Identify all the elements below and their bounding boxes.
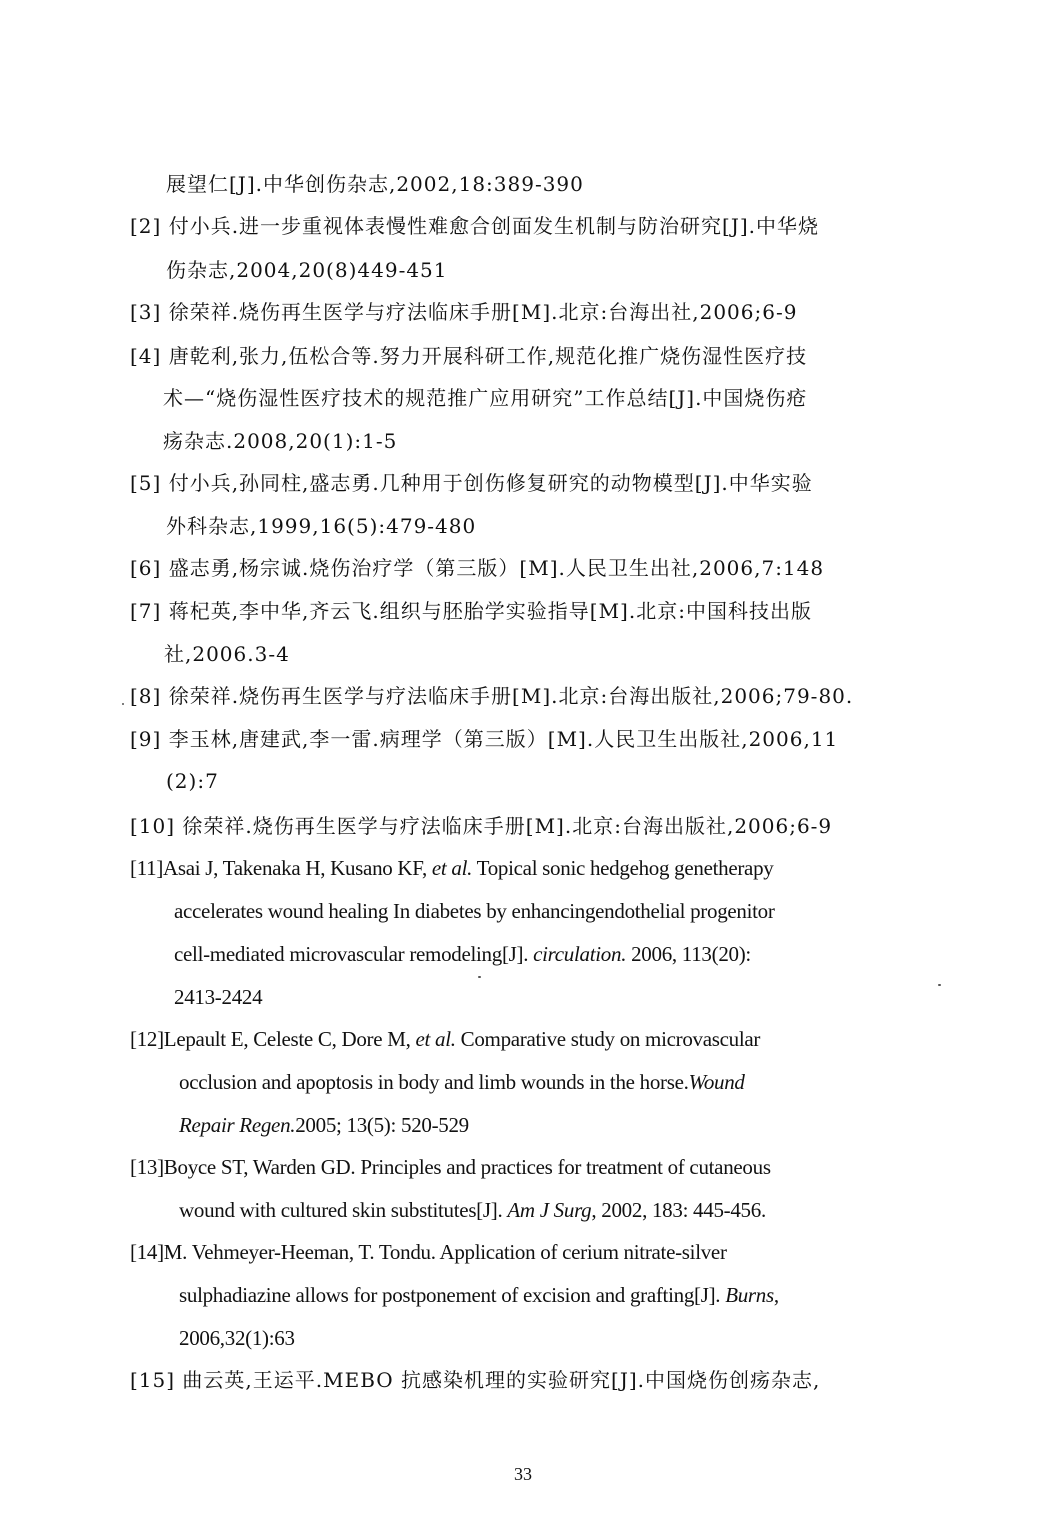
reference-15-line-1 xyxy=(130,1366,820,1394)
reference-11-line-1 xyxy=(130,854,773,882)
reference-12-journal-start: Wound xyxy=(688,1070,745,1094)
scan-speck xyxy=(938,984,941,986)
reference-9-number: [9] xyxy=(130,727,162,751)
reference-4-line-1 xyxy=(130,342,807,370)
reference-1-continuation: 展望仁[J].中华创伤杂志,2002,18:389-390 xyxy=(166,172,584,196)
reference-14-journal: Burns xyxy=(725,1283,774,1307)
reference-13-number: [13] xyxy=(130,1155,164,1179)
reference-2-number: [2] xyxy=(130,214,162,238)
reference-4-line-3: 疡杂志.2008,20(1):1-5 xyxy=(163,429,398,453)
reference-11-line-4: 2413-2424 xyxy=(174,985,263,1009)
reference-11-volume: 2006, 113(20): xyxy=(626,942,751,966)
reference-7-line-2: 社,2006.3-4 xyxy=(164,642,290,666)
reference-8-text: 徐荣祥.烧伤再生医学与疗法临床手册[M].北京:台海出版社,2006;79-80. xyxy=(168,684,854,708)
reference-12-line-2 xyxy=(179,1068,745,1096)
reference-7-line-1 xyxy=(130,597,812,625)
reference-11-number: [11] xyxy=(130,856,164,880)
reference-4-text: 唐乾利,张力,伍松合等.努力开展科研工作,规范化推广烧伤湿性医疗技 xyxy=(168,344,808,368)
reference-11-title-end: cell-mediated microvascular remodeling[J]. xyxy=(174,942,534,966)
reference-15-number: [15] xyxy=(130,1368,176,1392)
reference-12-volume: 2005; 13(5): 520-529 xyxy=(295,1113,469,1137)
reference-12-authors: Lepault E, Celeste C, Dore M, xyxy=(163,1027,416,1051)
reference-14-line-2 xyxy=(179,1281,779,1309)
reference-9-line-2: (2):7 xyxy=(166,769,219,793)
reference-2-line-2: 伤杂志,2004,20(8)449-451 xyxy=(166,258,448,282)
reference-6-text: 盛志勇,杨宗诚.烧伤治疗学（第三版）[M].人民卫生出社,2006,7:148 xyxy=(168,556,825,580)
reference-5-line-2: 外科杂志,1999,16(5):479-480 xyxy=(166,514,477,538)
scan-speck xyxy=(122,703,124,705)
reference-11-et-al: et al. xyxy=(431,856,473,880)
reference-14-number: [14] xyxy=(130,1240,164,1264)
reference-14-comma: , xyxy=(773,1283,779,1307)
reference-14-line-1 xyxy=(130,1238,727,1266)
reference-3-number: [3] xyxy=(130,300,162,324)
reference-13-text: Boyce ST, Warden GD. Principles and practices for treatment of cutaneous xyxy=(163,1155,771,1179)
reference-6-number: [6] xyxy=(130,556,162,580)
reference-7-number: [7] xyxy=(130,599,162,623)
reference-12-title-end: occlusion and apoptosis in body and limb wounds in the horse. xyxy=(179,1070,689,1094)
page-number: 33 xyxy=(514,1464,532,1484)
reference-11-line-2: accelerates wound healing In diabetes by enhancingendothelial progenitor xyxy=(174,899,775,923)
reference-11-authors: Asai J, Takenaka H, Kusano KF, xyxy=(163,856,432,880)
reference-12-line-3 xyxy=(179,1111,469,1139)
reference-4-number: [4] xyxy=(130,344,162,368)
reference-2-text: 付小兵.进一步重视体表慢性难愈合创面发生机制与防治研究[J].中华烧 xyxy=(168,214,820,238)
reference-14-title-end: sulphadiazine allows for postponement of excision and grafting[J]. xyxy=(179,1283,726,1307)
scan-speck xyxy=(478,976,481,978)
reference-5-line-1 xyxy=(130,469,813,497)
reference-12-number: [12] xyxy=(130,1027,164,1051)
reference-15-text: 曲云英,王运平.MEBO 抗感染机理的实验研究[J].中国烧伤创疡杂志, xyxy=(182,1368,821,1392)
reference-13-line-1 xyxy=(130,1153,771,1181)
reference-3-line-1 xyxy=(130,298,797,326)
reference-13-journal: Am J Surg xyxy=(507,1198,592,1222)
reference-8-line-1 xyxy=(130,682,853,710)
reference-5-text: 付小兵,孙同柱,盛志勇.几种用于创伤修复研究的动物模型[J].中华实验 xyxy=(168,471,813,495)
reference-10-number: [10] xyxy=(130,814,176,838)
reference-10-text: 徐荣祥.烧伤再生医学与疗法临床手册[M].北京:台海出版社,2006;6-9 xyxy=(182,814,833,838)
reference-14-line-3: 2006,32(1):63 xyxy=(179,1326,295,1350)
reference-14-text: M. Vehmeyer-Heeman, T. Tondu. Application of cerium nitrate-silver xyxy=(163,1240,727,1264)
reference-13-volume: , 2002, 183: 445-456. xyxy=(591,1198,766,1222)
reference-12-et-al: et al. xyxy=(415,1027,456,1051)
reference-2-line-1 xyxy=(130,212,819,240)
reference-11-line-3 xyxy=(174,940,751,968)
reference-8-number: [8] xyxy=(130,684,162,708)
reference-11-journal: circulation. xyxy=(533,942,627,966)
reference-10-line-1 xyxy=(130,812,832,840)
reference-7-text: 蒋杞英,李中华,齐云飞.组织与胚胎学实验指导[M].北京:中国科技出版 xyxy=(168,599,812,623)
reference-11-title-start: Topical sonic hedgehog genetherapy xyxy=(472,856,774,880)
reference-5-number: [5] xyxy=(130,471,162,495)
reference-9-line-1 xyxy=(130,725,838,753)
reference-13-line-2 xyxy=(179,1196,766,1224)
reference-3-text: 徐荣祥.烧伤再生医学与疗法临床手册[M].北京:台海出社,2006;6-9 xyxy=(168,300,798,324)
reference-6-line-1 xyxy=(130,554,824,582)
reference-9-text: 李玉林,唐建武,李一雷.病理学（第三版）[M].人民卫生出版社,2006,11 xyxy=(168,727,839,751)
reference-12-line-1 xyxy=(130,1025,760,1053)
reference-12-journal-end: Repair Regen. xyxy=(179,1113,296,1137)
reference-4-line-2: 术—“烧伤湿性医疗技术的规范推广应用研究”工作总结[J].中国烧伤疮 xyxy=(163,386,808,410)
reference-13-title-end: wound with cultured skin substitutes[J]. xyxy=(179,1198,508,1222)
reference-12-title-start: Comparative study on microvascular xyxy=(455,1027,761,1051)
